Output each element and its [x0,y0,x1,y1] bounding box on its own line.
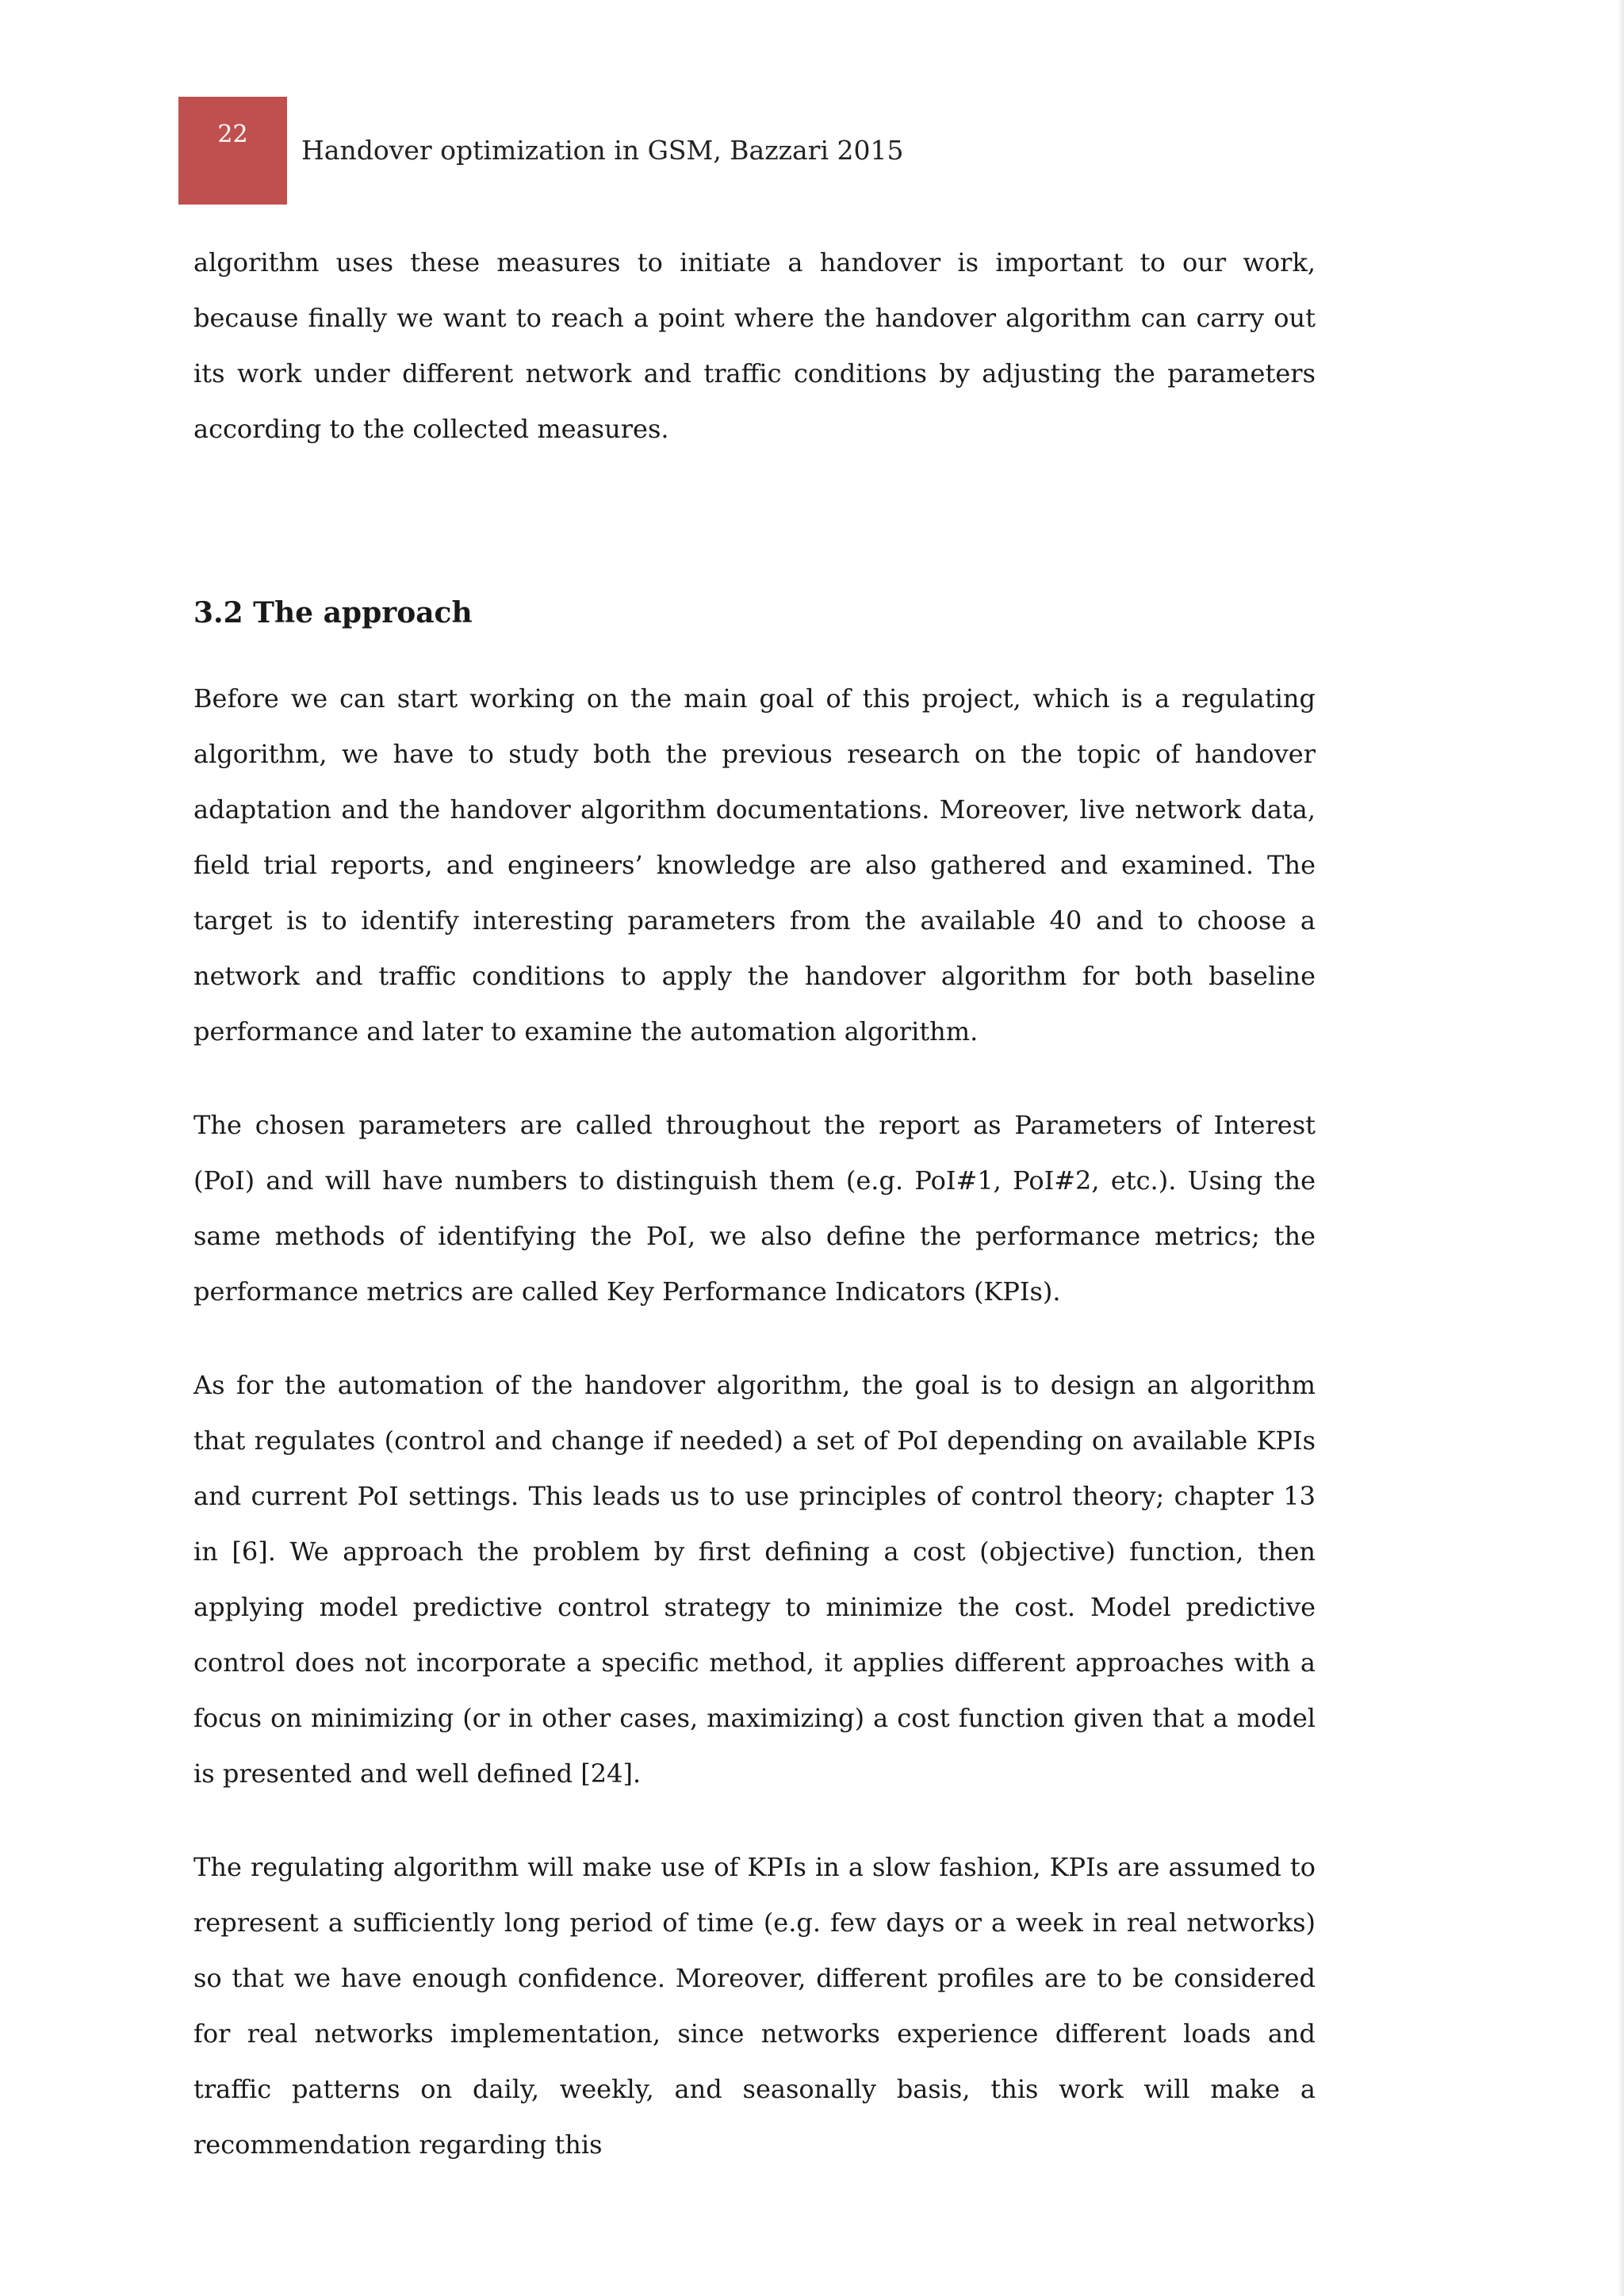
running-header: Handover optimization in GSM, Bazzari 2015 [301,135,904,166]
body-paragraph: Before we can start working on the main goal of this project, which is a regulating algorithm, we have to study both the previous research on the topic of handover adaptation and the handover algorithm documentations. Moreover, live network data, field trial reports, and engineers’ knowledge are also gathered and examined. The target is to identify interesting parameters from the available 40 and to choose a network and traffic conditions to apply the handover algorithm for both baseline performance and later to examine the automation algorithm. [193,683,1316,1047]
page-number: 22 [217,121,248,148]
page-content [193,235,1316,2172]
body-paragraph: The regulating algorithm will make use of KPIs in a slow fashion, KPIs are assumed to represent a sufficiently long period of time (e.g. few days or a week in real networks) so that we have enough confidence. Moreover, different profiles are to be considered for real networks implementation, since networks experience different loads and traffic patterns on daily, weekly, and seasonally basis, this work will make a recommendation regarding this [193,1852,1316,2160]
page-number-badge [178,97,287,205]
section-heading: 3.2 The approach [193,596,473,629]
page-edge [1618,0,1624,2296]
continued-paragraph: algorithm uses these measures to initiate a handover is important to our work, because finally we want to reach a point where the handover algorithm can carry out its work under different network and traffic conditions by adjusting the parameters according to the collected measures. [193,247,1316,444]
body-paragraph: As for the automation of the handover algorithm, the goal is to design an algorithm that regulates (control and change if needed) a set of PoI depending on available KPIs and current PoI settings. This leads us to use principles of control theory; chapter 13 in [6]. We approach the problem by first defining a cost (objective) function, then applying model predictive control strategy to minimize the cost. Model predictive control does not incorporate a specific method, it applies different approaches with a focus on minimizing (or in other cases, maximizing) a cost function given that a model is presented and well defined [24]. [193,1370,1316,1789]
body-paragraph: The chosen parameters are called throughout the report as Parameters of Interest (PoI) and will have numbers to distinguish them (e.g. PoI#1, PoI#2, etc.). Using the same methods of identifying the PoI, we also define the performance metrics; the performance metrics are called Key Performance Indicators (KPIs). [193,1110,1316,1307]
